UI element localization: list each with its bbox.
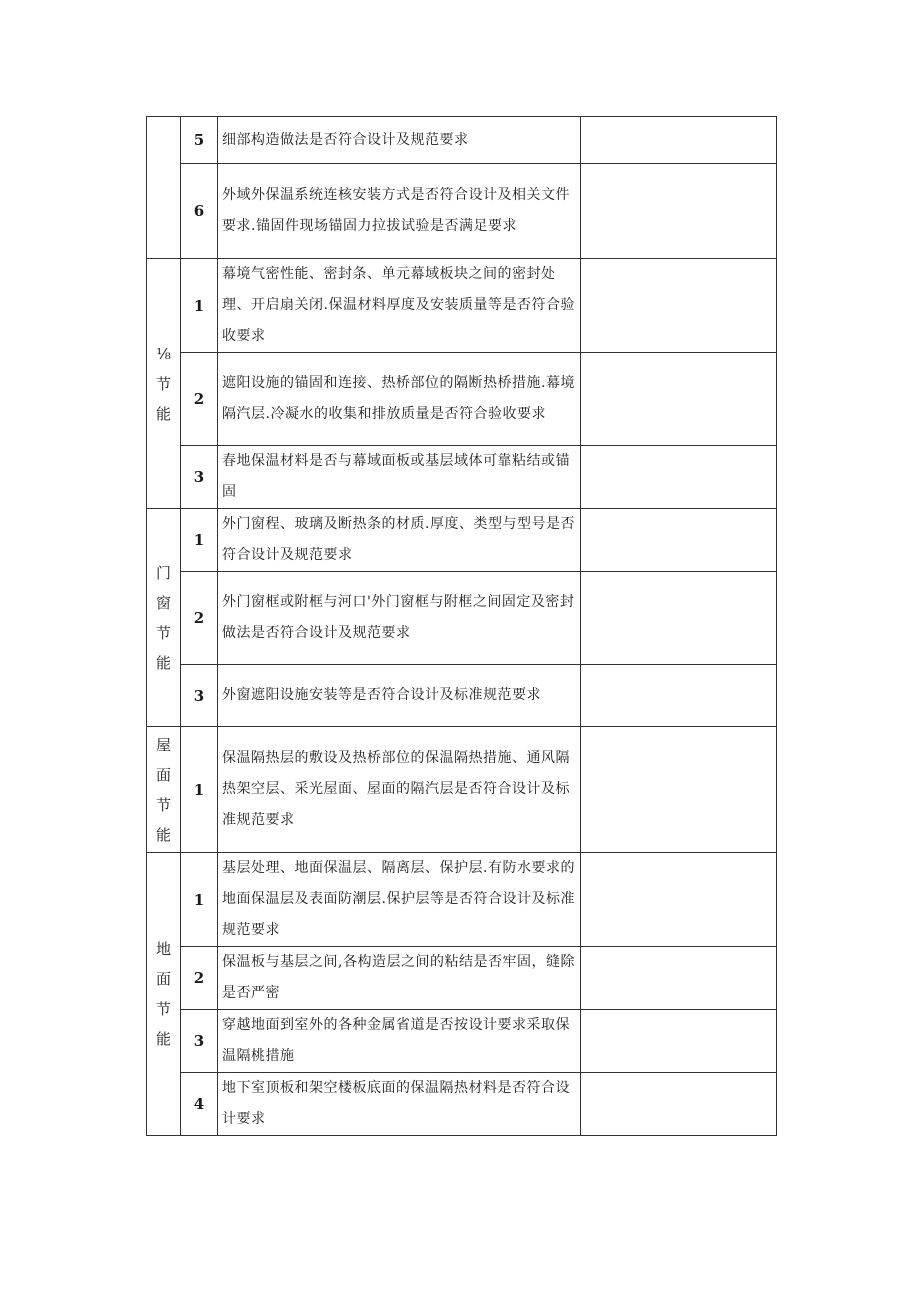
table-row [147,727,777,853]
item-number: 5 [181,117,218,164]
table-row [147,947,777,1010]
category-vertical-text: 地 面 节 能 [155,940,171,1048]
item-description: 穿越地面到室外的各种金属省道是否按设计要求采取保温隔桃措施 [218,1010,581,1073]
table-row [147,446,777,509]
category-cell [147,509,181,727]
result-cell [581,572,777,665]
result-cell [581,259,777,353]
item-description: 保温板与基层之间,各构造层之间的粘结是否牢固，缝除是否严密 [218,947,581,1010]
item-number: 1 [181,259,218,353]
item-number: 3 [181,1010,218,1073]
result-cell [581,446,777,509]
table-row [147,853,777,947]
item-number: 6 [181,164,218,259]
result-cell [581,727,777,853]
item-description: 外门窗框或附框与河口'外门窗框与附框之间固定及密封做法是否符合设计及规范要求 [218,572,581,665]
category-cell [147,727,181,853]
item-description: 保温隔热层的敷设及热桥部位的保温隔热措施、通风隔热架空层、采光屋面、屋面的隔汽层是否符合设计及标准规范要求 [218,727,581,853]
table-row [147,572,777,665]
category-cell: ⅛节能 [147,259,181,509]
item-number: 1 [181,727,218,853]
item-number: 3 [181,665,218,727]
item-description: 地下室顶板和架空楼板底面的保温隔热材料是否符合设计要求 [218,1073,581,1136]
result-cell [581,947,777,1010]
item-description: 遮阳设施的锚固和连接、热桥部位的隔断热桥措施.幕境隔汽层.冷凝水的收集和排放质量是否符合验收要求 [218,353,581,446]
result-cell [581,117,777,164]
item-number: 1 [181,853,218,947]
table-row [147,509,777,572]
item-description: 外窗遮阳设施安装等是否符合设计及标准规范要求 [218,665,581,727]
result-cell [581,1073,777,1136]
item-description: 春地保温材料是否与幕域面板或基层域体可靠粘结或锚固 [218,446,581,509]
table-row [147,164,777,259]
item-number: 4 [181,1073,218,1136]
table-row [147,665,777,727]
item-description: 外域外保温系统连核安装方式是否符合设计及相关文件要求.锚固件现场锚固力拉拔试验是否满足要求 [218,164,581,259]
category-vertical-text: 屋 面 节 能 [155,735,171,844]
result-cell [581,1010,777,1073]
item-number: 2 [181,572,218,665]
item-description: 细部构造做法是否符合设计及规范要求 [218,117,581,164]
item-description: 外门窗程、玻璃及断热条的材质.厚度、类型与型号是否符合设计及规范要求 [218,509,581,572]
result-cell [581,164,777,259]
item-number: 2 [181,947,218,1010]
category-vertical-text: 门 窗 节 能 [155,563,171,672]
result-cell [581,353,777,446]
table-row [147,259,777,353]
inspection-table [146,116,777,1136]
table-row [147,1073,777,1136]
table-row [147,117,777,164]
result-cell [581,509,777,572]
item-number: 3 [181,446,218,509]
item-number: 1 [181,509,218,572]
table-row [147,1010,777,1073]
item-number: 2 [181,353,218,446]
result-cell [581,665,777,727]
result-cell [581,853,777,947]
category-cell [147,117,181,259]
table-row [147,353,777,446]
category-cell [147,853,181,1136]
item-description: 幕境气密性能、密封条、单元幕域板块之间的密封处理、开启扇关闭.保温材料厚度及安装质量等是否符合验收要求 [218,259,581,353]
item-description: 基层处理、地面保温层、隔离层、保护层.有防水要求的地面保温层及表面防潮层.保护层等是否符合设计及标准规范要求 [218,853,581,947]
